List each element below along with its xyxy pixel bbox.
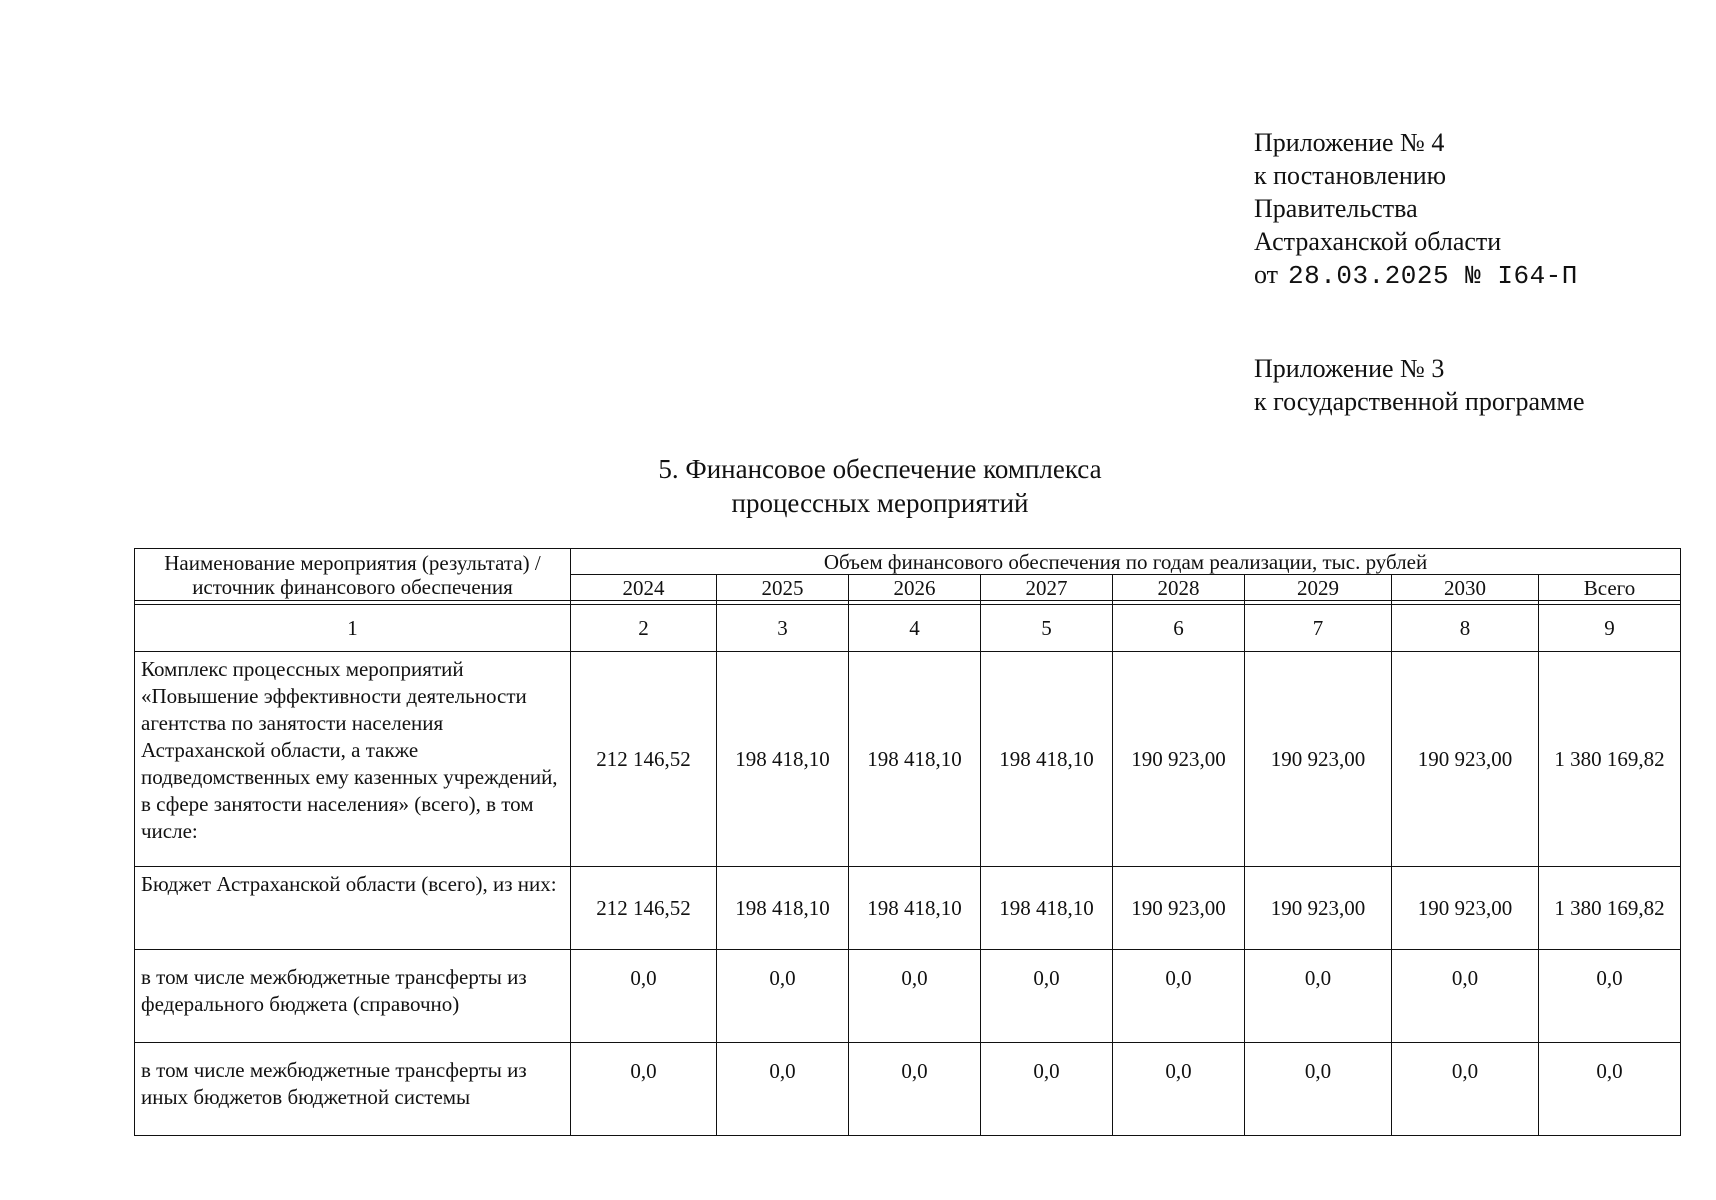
header-year: 2024 [571, 575, 717, 601]
header-year: 2025 [717, 575, 849, 601]
total-cell: 0,0 [1539, 1043, 1681, 1136]
appendix-4-line2: к постановлению [1254, 161, 1447, 190]
value-cell: 0,0 [849, 1043, 981, 1136]
value-cell: 190 923,00 [1113, 867, 1245, 950]
value-cell: 198 418,10 [849, 652, 981, 867]
value-cell: 0,0 [717, 1043, 849, 1136]
table-row [135, 950, 1681, 1043]
total-cell: 0,0 [1539, 950, 1681, 1043]
header-year: 2028 [1113, 575, 1245, 601]
header-name-line2: источник финансового обеспечения [192, 574, 513, 599]
column-number: 9 [1539, 605, 1681, 652]
row-label-federal-transfers: в том числе межбюджетные трансферты из федерального бюджета (справочно) [135, 950, 571, 1043]
header-total: Всего [1539, 575, 1681, 601]
value-cell: 198 418,10 [981, 867, 1113, 950]
value-cell: 0,0 [1113, 950, 1245, 1043]
appendix-4-block [1254, 126, 1578, 293]
section-title-line2: процессных мероприятий [731, 488, 1029, 518]
value-cell: 0,0 [571, 1043, 717, 1136]
appendix-3-block [1254, 352, 1585, 418]
value-cell: 0,0 [717, 950, 849, 1043]
header-year: 2029 [1245, 575, 1392, 601]
table-header-row-group [135, 549, 1681, 575]
column-number-row [135, 605, 1681, 652]
row-label-complex: Комплекс процессных мероприятий «Повышение эффективности деятельности агентства по занятости населения Астраханской области, а также подведомственных ему казенных учреждений, в сфере занятости населения» (всего), в том числе: [135, 652, 571, 867]
value-cell: 0,0 [1245, 950, 1392, 1043]
header-name-cell [135, 549, 571, 601]
total-cell: 1 380 169,82 [1539, 652, 1681, 867]
column-number: 8 [1392, 605, 1539, 652]
total-cell: 1 380 169,82 [1539, 867, 1681, 950]
column-number: 4 [849, 605, 981, 652]
header-year: 2026 [849, 575, 981, 601]
value-cell: 198 418,10 [981, 652, 1113, 867]
table-row [135, 1043, 1681, 1136]
value-cell: 212 146,52 [571, 867, 717, 950]
header-name-line1: Наименование мероприятия (результата) / [164, 550, 541, 575]
resolution-date-line [1254, 258, 1578, 293]
appendix-4-line4: Астраханской области [1254, 227, 1502, 256]
column-number: 5 [981, 605, 1113, 652]
column-number: 7 [1245, 605, 1392, 652]
column-number: 1 [135, 605, 571, 652]
row-label-regional-budget: Бюджет Астраханской области (всего), из них: [135, 867, 571, 950]
section-title-line1: 5. Финансовое обеспечение комплекса [658, 454, 1102, 484]
value-cell: 0,0 [849, 950, 981, 1043]
header-year: 2030 [1392, 575, 1539, 601]
value-cell: 190 923,00 [1245, 652, 1392, 867]
value-cell: 212 146,52 [571, 652, 717, 867]
value-cell: 0,0 [1245, 1043, 1392, 1136]
header-year: 2027 [981, 575, 1113, 601]
value-cell: 0,0 [571, 950, 717, 1043]
date-prefix: от [1254, 260, 1279, 289]
value-cell: 190 923,00 [1113, 652, 1245, 867]
value-cell: 190 923,00 [1392, 652, 1539, 867]
value-cell: 198 418,10 [717, 867, 849, 950]
table-row [135, 867, 1681, 950]
value-cell: 190 923,00 [1245, 867, 1392, 950]
column-number: 2 [571, 605, 717, 652]
financing-table [134, 548, 1681, 1136]
column-number: 3 [717, 605, 849, 652]
appendix-4-line3: Правительства [1254, 194, 1418, 223]
value-cell: 190 923,00 [1392, 867, 1539, 950]
resolution-date-number: 28.03.2025 № I64-П [1288, 261, 1578, 291]
value-cell: 0,0 [1392, 1043, 1539, 1136]
value-cell: 0,0 [1113, 1043, 1245, 1136]
appendix-3-line1: Приложение № 3 [1254, 354, 1445, 383]
header-funding-group: Объем финансового обеспечения по годам реализации, тыс. рублей [571, 549, 1681, 575]
appendix-3-line2: к государственной программе [1254, 387, 1585, 416]
value-cell: 0,0 [1392, 950, 1539, 1043]
value-cell: 198 418,10 [849, 867, 981, 950]
value-cell: 0,0 [981, 950, 1113, 1043]
row-label-other-transfers: в том числе межбюджетные трансферты из иных бюджетов бюджетной системы [135, 1043, 571, 1136]
value-cell: 0,0 [981, 1043, 1113, 1136]
section-title [560, 452, 1200, 520]
value-cell: 198 418,10 [717, 652, 849, 867]
appendix-4-line1: Приложение № 4 [1254, 128, 1445, 157]
column-number: 6 [1113, 605, 1245, 652]
table-row [135, 652, 1681, 867]
